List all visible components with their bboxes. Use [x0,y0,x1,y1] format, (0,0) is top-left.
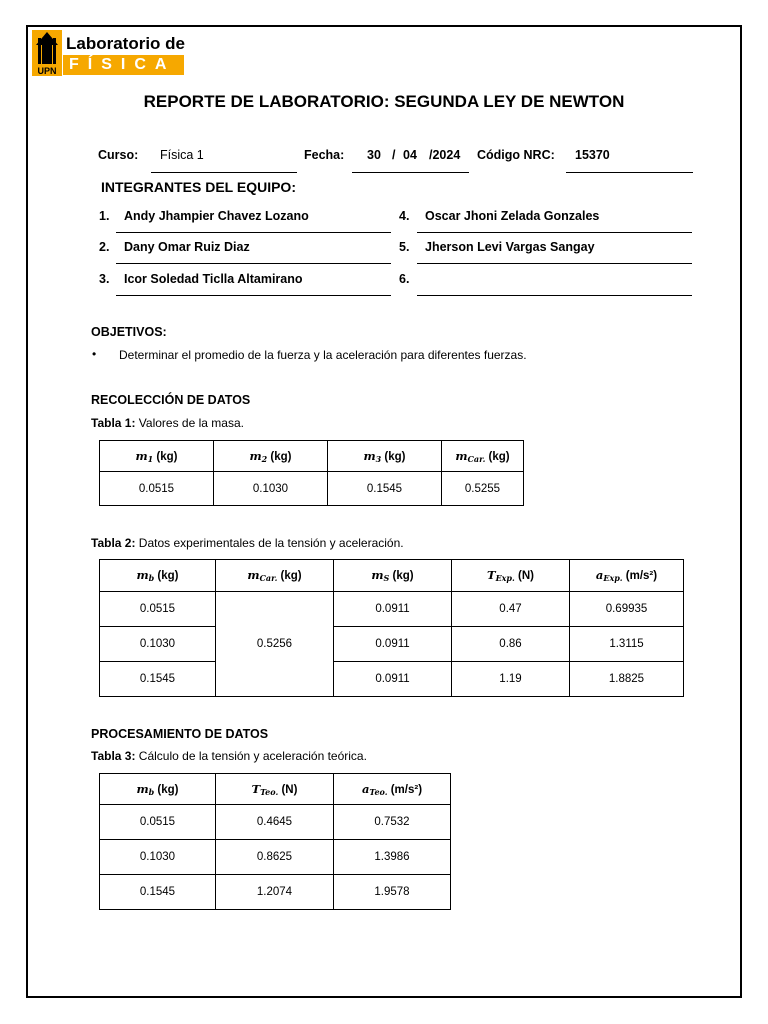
fecha-month: 04 [403,148,417,162]
t2-cell: 0.1545 [100,662,216,697]
curso-value: Física 1 [160,148,204,162]
member-name-3: Icor Soledad Ticlla Altamirano [124,272,303,286]
t2-cell: 0.0911 [334,662,452,697]
team-heading: INTEGRANTES DEL EQUIPO: [101,179,296,195]
t3-header: $m_b$ (kg) [100,774,216,805]
table-row [100,875,451,910]
t2-cell: 0.1030 [100,627,216,662]
t3-cell: 1.3986 [334,840,451,875]
t3-cell: 1.2074 [216,875,334,910]
member-num-4: 4. [399,209,410,223]
table-row [100,472,524,506]
member-name-2: Dany Omar Ruiz Diaz [124,240,250,254]
member-name-1: Andy Jhampier Chavez Lozano [124,209,309,223]
lab-title-line2: FÍSICA [63,55,184,75]
table-row [100,805,451,840]
nrc-label: Código NRC: [477,148,555,162]
table-row [100,627,684,662]
t2-header: $m_S$ (kg) [334,560,452,592]
t2-cell: 1.19 [452,662,570,697]
t1-header: $m_{Car.}$ (kg) [442,441,524,472]
table2-caption: Tabla 2: Datos experimentales de la tensión y aceleración. [91,536,404,550]
t1-cell: 0.1545 [328,472,442,506]
logo-text: UPN [37,66,57,76]
table-row [100,592,684,627]
t3-header: $T_{Teo.}$ (N) [216,774,334,805]
procesamiento-heading: PROCESAMIENTO DE DATOS [91,727,269,741]
t1-cell: 0.5255 [442,472,524,506]
t3-cell: 0.1030 [100,840,216,875]
objectives-heading: OBJETIVOS: [91,325,167,339]
t3-cell: 0.7532 [334,805,451,840]
t3-header: $a_{Teo.}$ (m/s²) [334,774,451,805]
t2-cell: 0.0911 [334,627,452,662]
t2-cell: 0.86 [452,627,570,662]
table-row [100,840,451,875]
member-num-2: 2. [99,240,110,254]
fecha-label: Fecha: [304,148,345,162]
t1-header: $m_1$ (kg) [100,441,214,472]
member-num-3: 3. [99,272,110,286]
t2-header: $T_{Exp.}$ (N) [452,560,570,592]
bullet: • [92,347,97,361]
t1-cell: 0.0515 [100,472,214,506]
table-row [100,662,684,697]
upn-logo [32,30,62,76]
member-name-5: Jherson Levi Vargas Sangay [425,240,595,254]
t2-cell: 0.69935 [570,592,684,627]
t1-header: $m_2$ (kg) [214,441,328,472]
fecha-year: /2024 [429,148,461,162]
member-num-6: 6. [399,272,410,286]
t1-cell: 0.1030 [214,472,328,506]
member-num-1: 1. [99,209,110,223]
table-masses [99,440,524,506]
t2-cell: 1.8825 [570,662,684,697]
lab-title-line1: Laboratorio de [66,34,186,53]
table3-caption: Tabla 3: Cálculo de la tensión y aceleración teórica. [91,749,367,763]
t2-header: $m_{Car.}$ (kg) [216,560,334,592]
nrc-value: 15370 [575,148,610,162]
t2-cell: 0.0515 [100,592,216,627]
t2-cell: 0.47 [452,592,570,627]
recoleccion-heading: RECOLECCIÓN DE DATOS [91,393,251,407]
t3-cell: 0.4645 [216,805,334,840]
report-title: REPORTE DE LABORATORIO: SEGUNDA LEY DE NEWTON [143,92,625,111]
fecha-sep: / [392,148,396,162]
table-theoretical [99,773,451,910]
t1-header: $m_3$ (kg) [328,441,442,472]
member-num-5: 5. [399,240,410,254]
t2-cell: 1.3115 [570,627,684,662]
t2-mcar-cell: 0.5256 [216,592,334,697]
table1-caption: Tabla 1: Valores de la masa. [91,416,244,430]
member-name-4: Oscar Jhoni Zelada Gonzales [425,209,600,223]
t2-header: $m_b$ (kg) [100,560,216,592]
t3-cell: 0.0515 [100,805,216,840]
fecha-day: 30 [367,148,381,162]
curso-label: Curso: [98,148,139,162]
t2-header: $a_{Exp.}$ (m/s²) [570,560,684,592]
table-experimental [99,559,684,697]
t2-cell: 0.0911 [334,592,452,627]
t3-cell: 1.9578 [334,875,451,910]
t3-cell: 0.1545 [100,875,216,910]
t3-cell: 0.8625 [216,840,334,875]
objective-item: Determinar el promedio de la fuerza y la aceleración para diferentes fuerzas. [119,348,527,362]
